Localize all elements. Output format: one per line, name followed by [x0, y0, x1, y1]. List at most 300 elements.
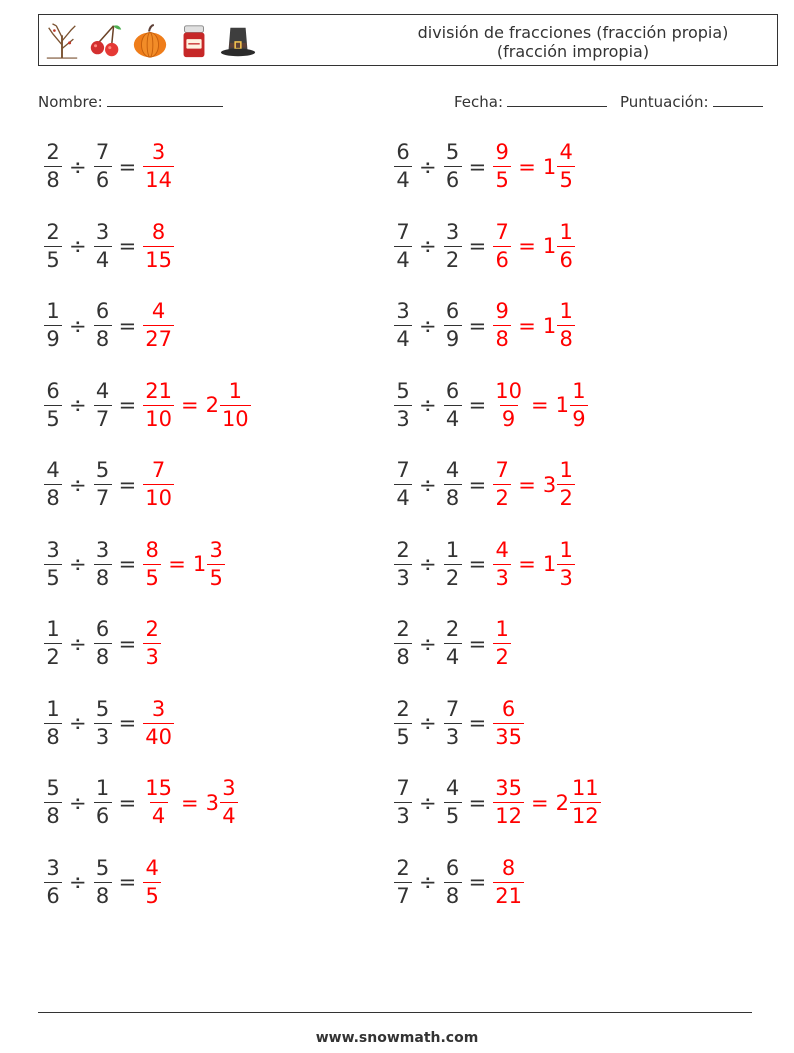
denominator: 4: [394, 166, 412, 191]
name-field: [38, 92, 223, 111]
numerator: 1: [46, 617, 60, 641]
problem-item: [44, 619, 161, 668]
divide-sign: ÷: [69, 631, 87, 656]
fraction: [394, 142, 412, 191]
equals-sign: =: [118, 234, 137, 258]
equals-sign: =: [518, 154, 536, 179]
numerator: 7: [95, 140, 110, 164]
equals-sign: =: [468, 154, 487, 179]
fraction: [493, 142, 511, 191]
denominator: 3: [394, 405, 412, 430]
divide-sign: ÷: [69, 552, 87, 576]
whole-number: 1: [542, 154, 557, 179]
fraction: [44, 378, 62, 431]
denominator: 6: [493, 246, 511, 271]
divide-sign: ÷: [419, 313, 437, 338]
denominator: 4: [150, 802, 168, 827]
fraction: [220, 778, 238, 827]
problem-item: [44, 855, 161, 908]
fraction: [220, 378, 251, 431]
fraction: [444, 219, 462, 272]
numerator: 4: [46, 458, 60, 482]
denominator: 27: [145, 327, 172, 351]
fraction: [94, 855, 112, 908]
denominator: 7: [94, 484, 112, 509]
numerator: 6: [46, 378, 60, 403]
numerator: 2: [145, 617, 159, 641]
fraction: [143, 378, 174, 431]
denominator: 3: [444, 723, 462, 748]
divide-sign: ÷: [419, 552, 437, 576]
numerator: 1: [559, 299, 573, 323]
date-blank[interactable]: [507, 92, 607, 107]
denominator: 9: [500, 405, 518, 430]
denominator: 15: [145, 247, 172, 272]
denominator: 9: [444, 325, 462, 350]
numerator: 8: [145, 537, 159, 562]
bare-tree-icon: [43, 21, 81, 61]
equals-sign: =: [468, 313, 487, 338]
fraction: [143, 219, 174, 272]
numerator: 3: [95, 537, 110, 562]
denominator: 8: [44, 723, 62, 748]
equals-sign: =: [180, 393, 199, 417]
numerator: 4: [445, 776, 460, 800]
fraction: [557, 460, 575, 509]
numerator: 4: [495, 537, 509, 562]
denominator: 35: [495, 724, 522, 749]
equals-sign: =: [118, 790, 137, 815]
fraction: [493, 855, 524, 908]
whole-number: 1: [555, 393, 569, 417]
denominator: 4: [94, 246, 112, 271]
denominator: 3: [394, 564, 412, 589]
equals-sign: =: [530, 790, 549, 815]
date-field: [454, 92, 607, 111]
equals-sign: =: [468, 870, 487, 894]
equals-sign: =: [118, 711, 137, 735]
denominator: 5: [493, 166, 511, 191]
denominator: 4: [220, 802, 238, 827]
numerator: 3: [209, 537, 223, 562]
fraction: [394, 778, 412, 827]
equals-sign: =: [468, 393, 487, 417]
problem-item: [44, 696, 174, 749]
numerator: 1: [559, 219, 573, 244]
divide-sign: ÷: [419, 393, 437, 417]
equals-sign: =: [118, 552, 137, 576]
numerator: 5: [46, 776, 60, 800]
fraction: [44, 142, 62, 191]
denominator: 8: [444, 882, 462, 907]
problem-item: [394, 378, 588, 431]
numerator: 11: [571, 776, 599, 800]
numerator: 6: [501, 696, 516, 721]
denominator: 7: [394, 882, 412, 907]
equals-sign: =: [518, 472, 536, 497]
denominator: 8: [557, 325, 575, 350]
numerator: 2: [46, 219, 60, 244]
divide-sign: ÷: [69, 472, 87, 497]
problem-item: [44, 301, 174, 350]
denominator: 5: [143, 882, 161, 907]
fraction: [44, 460, 62, 509]
denominator: 6: [44, 882, 62, 907]
fraction: [94, 460, 112, 509]
fraction: [444, 619, 462, 668]
fraction: [493, 778, 524, 827]
fraction: [394, 460, 412, 509]
fraction: [444, 142, 462, 191]
equals-sign: =: [118, 393, 137, 417]
denominator: 8: [44, 802, 62, 827]
fraction: [143, 460, 174, 509]
denominator: 12: [571, 804, 599, 828]
title-line-1: división de fracciones (fracción propia): [417, 23, 729, 42]
denominator: 8: [94, 882, 112, 907]
denominator: 8: [44, 166, 62, 191]
numerator: 4: [559, 140, 573, 164]
numerator: 8: [151, 219, 166, 244]
fraction: [570, 778, 601, 827]
denominator: 2: [493, 643, 511, 668]
divide-sign: ÷: [69, 234, 87, 258]
denominator: 40: [145, 724, 172, 749]
equals-sign: =: [468, 234, 487, 258]
denominator: 14: [145, 168, 172, 192]
divide-sign: ÷: [419, 870, 437, 894]
numerator: 1: [95, 776, 110, 800]
score-label: Puntuación:: [620, 93, 709, 111]
name-label: Nombre:: [38, 93, 103, 111]
fraction: [493, 537, 511, 590]
fraction: [394, 619, 412, 668]
numerator: 7: [396, 219, 410, 244]
denominator: 10: [221, 406, 249, 431]
name-blank[interactable]: [107, 92, 223, 107]
fraction: [493, 301, 511, 350]
divide-sign: ÷: [419, 790, 437, 815]
problem-item: [394, 696, 524, 749]
divide-sign: ÷: [69, 154, 87, 179]
whole-number: 1: [192, 552, 207, 576]
pumpkin-icon: [131, 21, 169, 61]
numerator: 7: [396, 776, 410, 800]
denominator: 8: [94, 643, 112, 668]
fraction: [444, 696, 462, 749]
fraction: [44, 696, 62, 749]
fraction: [143, 619, 161, 668]
fraction: [444, 301, 462, 350]
fraction: [493, 460, 511, 509]
fraction: [207, 537, 225, 590]
fraction: [143, 778, 174, 827]
denominator: 8: [444, 484, 462, 509]
score-blank[interactable]: [713, 92, 763, 107]
problem-item: [394, 619, 511, 668]
fraction: [94, 696, 112, 749]
numerator: 5: [445, 140, 460, 164]
title-line-2: (fracción impropia): [496, 42, 650, 61]
numerator: 3: [95, 219, 110, 244]
whole-number: 1: [542, 552, 557, 576]
fraction: [570, 378, 588, 431]
denominator: 2: [493, 484, 511, 509]
numerator: 6: [396, 140, 410, 164]
numerator: 1: [445, 537, 460, 562]
denominator: 8: [94, 564, 112, 589]
fraction: [557, 301, 575, 350]
numerator: 5: [95, 855, 110, 880]
denominator: 2: [44, 643, 62, 668]
numerator: 1: [559, 458, 573, 482]
denominator: 8: [94, 325, 112, 350]
denominator: 2: [444, 246, 462, 271]
equals-sign: =: [468, 552, 487, 576]
fraction: [44, 855, 62, 908]
fraction: [94, 778, 112, 827]
fraction: [394, 537, 412, 590]
problem-item: [394, 778, 601, 827]
denominator: 5: [394, 723, 412, 748]
numerator: 1: [572, 378, 586, 403]
denominator: 6: [557, 246, 575, 271]
whole-number: 3: [205, 790, 219, 815]
divide-sign: ÷: [69, 313, 87, 338]
worksheet-title: [393, 23, 753, 61]
numerator: 3: [445, 219, 460, 244]
numerator: 1: [228, 378, 242, 403]
numerator: 1: [559, 537, 573, 562]
problem-item: [394, 460, 575, 509]
numerator: 21: [145, 378, 172, 403]
fraction: [493, 619, 511, 668]
numerator: 9: [495, 140, 509, 164]
numerator: 15: [145, 776, 172, 800]
fraction: [444, 537, 462, 590]
denominator: 8: [394, 643, 412, 668]
denominator: 6: [444, 166, 462, 191]
equals-sign: =: [118, 154, 137, 179]
numerator: 3: [46, 537, 60, 562]
denominator: 2: [444, 564, 462, 589]
denominator: 4: [394, 246, 412, 271]
denominator: 5: [44, 405, 62, 430]
denominator: 7: [94, 405, 112, 430]
denominator: 8: [44, 484, 62, 509]
numerator: 7: [396, 458, 410, 482]
fraction: [493, 219, 511, 272]
denominator: 5: [143, 564, 161, 589]
equals-sign: =: [518, 313, 536, 338]
equals-sign: =: [118, 631, 137, 656]
numerator: 3: [46, 855, 60, 880]
score-field: [620, 92, 763, 111]
numerator: 3: [151, 696, 166, 721]
numerator: 2: [396, 537, 410, 562]
footer-divider: [38, 1012, 752, 1013]
whole-number: 3: [542, 472, 557, 497]
denominator: 5: [444, 802, 462, 827]
denominator: 5: [44, 246, 62, 271]
equals-sign: =: [468, 711, 487, 735]
fraction: [444, 378, 462, 431]
divide-sign: ÷: [69, 870, 87, 894]
numerator: 7: [151, 458, 166, 482]
denominator: 5: [207, 564, 225, 589]
footer-site: www.snowmath.com: [315, 1030, 479, 1046]
numerator: 6: [445, 378, 460, 403]
divide-sign: ÷: [419, 154, 437, 179]
fraction: [557, 142, 575, 191]
numerator: 9: [495, 299, 509, 323]
whole-number: 1: [542, 234, 557, 258]
numerator: 7: [495, 219, 509, 244]
problem-item: [44, 219, 174, 272]
numerator: 4: [151, 299, 166, 323]
cherries-icon: [87, 21, 125, 61]
equals-sign: =: [518, 234, 536, 258]
fraction: [394, 855, 412, 908]
numerator: 2: [445, 617, 460, 641]
fraction: [94, 378, 112, 431]
equals-sign: =: [468, 472, 487, 497]
equals-sign: =: [118, 870, 137, 894]
whole-number: 2: [555, 790, 569, 815]
denominator: 10: [145, 406, 172, 431]
fraction: [143, 142, 174, 191]
header-icons: [43, 19, 257, 63]
fraction: [143, 301, 174, 350]
fraction: [143, 855, 161, 908]
fraction: [44, 537, 62, 590]
equals-sign: =: [530, 393, 549, 417]
numerator: 4: [445, 458, 460, 482]
problem-item: [44, 537, 225, 590]
numerator: 35: [495, 776, 522, 800]
problem-item: [394, 301, 575, 350]
fraction: [94, 142, 112, 191]
divide-sign: ÷: [419, 234, 437, 258]
fraction: [94, 619, 112, 668]
denominator: 6: [94, 802, 112, 827]
fraction: [143, 537, 161, 590]
numerator: 1: [46, 299, 60, 323]
numerator: 6: [95, 299, 110, 323]
denominator: 3: [394, 802, 412, 827]
denominator: 6: [94, 166, 112, 191]
jam-jar-icon: [175, 21, 213, 61]
fraction: [394, 696, 412, 749]
denominator: 9: [44, 325, 62, 350]
numerator: 4: [145, 855, 159, 880]
numerator: 3: [222, 776, 236, 800]
denominator: 2: [557, 484, 575, 509]
problem-item: [44, 778, 238, 827]
denominator: 3: [493, 564, 511, 589]
numerator: 5: [95, 696, 110, 721]
problem-item: [394, 219, 575, 272]
denominator: 5: [557, 166, 575, 191]
numerator: 5: [396, 378, 410, 403]
date-label: Fecha:: [454, 93, 504, 111]
numerator: 6: [445, 299, 460, 323]
equals-sign: =: [468, 631, 487, 656]
fraction: [493, 378, 524, 431]
problem-item: [44, 378, 251, 431]
fraction: [143, 696, 174, 749]
numerator: 2: [396, 617, 410, 641]
numerator: 6: [95, 617, 110, 641]
divide-sign: ÷: [419, 711, 437, 735]
numerator: 7: [445, 696, 460, 721]
numerator: 10: [495, 378, 522, 403]
fraction: [493, 696, 524, 749]
equals-sign: =: [118, 472, 137, 497]
equals-sign: =: [168, 552, 186, 576]
fraction: [557, 537, 575, 590]
problem-item: [44, 142, 174, 191]
fraction: [394, 378, 412, 431]
fraction: [557, 219, 575, 272]
divide-sign: ÷: [419, 631, 437, 656]
fraction: [44, 219, 62, 272]
numerator: 2: [396, 855, 410, 880]
denominator: 4: [394, 484, 412, 509]
numerator: 6: [445, 855, 460, 880]
numerator: 4: [95, 378, 110, 403]
divide-sign: ÷: [69, 790, 87, 815]
divide-sign: ÷: [419, 472, 437, 497]
fraction: [444, 778, 462, 827]
equals-sign: =: [468, 790, 487, 815]
denominator: 12: [495, 804, 522, 828]
denominator: 8: [493, 325, 511, 350]
divide-sign: ÷: [69, 711, 87, 735]
pilgrim-hat-icon: [219, 21, 257, 61]
fraction: [94, 219, 112, 272]
whole-number: 2: [205, 393, 219, 417]
numerator: 1: [46, 696, 60, 721]
denominator: 21: [495, 883, 522, 908]
problem-item: [394, 142, 575, 191]
numerator: 7: [495, 458, 509, 482]
numerator: 3: [396, 299, 410, 323]
numerator: 1: [495, 617, 509, 641]
problem-item: [394, 537, 575, 590]
denominator: 3: [94, 723, 112, 748]
fraction: [44, 301, 62, 350]
fraction: [394, 301, 412, 350]
divide-sign: ÷: [69, 393, 87, 417]
problem-item: [394, 855, 524, 908]
numerator: 8: [501, 855, 516, 880]
fraction: [94, 537, 112, 590]
problem-item: [44, 460, 174, 509]
fraction: [94, 301, 112, 350]
fraction: [44, 778, 62, 827]
fraction: [444, 855, 462, 908]
equals-sign: =: [118, 313, 137, 338]
denominator: 4: [394, 325, 412, 350]
denominator: 4: [444, 643, 462, 668]
numerator: 5: [95, 458, 110, 482]
denominator: 3: [557, 564, 575, 589]
numerator: 2: [396, 696, 410, 721]
fraction: [44, 619, 62, 668]
denominator: 4: [444, 405, 462, 430]
numerator: 3: [151, 140, 166, 164]
